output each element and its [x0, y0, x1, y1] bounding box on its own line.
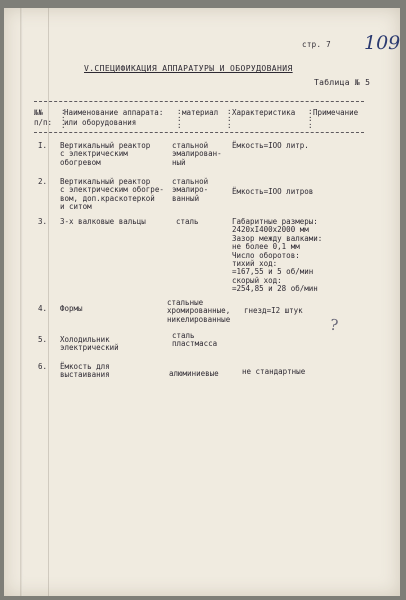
pencil-question-mark: ?	[328, 315, 340, 335]
header-material: материал	[182, 108, 219, 117]
row-material: сталь пластмасса	[172, 331, 218, 349]
header-characteristics: Характеристика	[232, 108, 296, 117]
header-separator: : : :	[61, 107, 66, 130]
row-number: 5.	[38, 335, 48, 344]
row-number: 4.	[38, 304, 48, 313]
header-name: Наименование аппарата: или оборудования	[64, 108, 164, 127]
row-characteristics: гнезд=I2 штук	[244, 306, 303, 315]
row-name: 3-х валковые вальцы	[60, 217, 146, 226]
row-number: I.	[38, 141, 48, 150]
table-label: Таблица № 5	[314, 78, 371, 87]
row-characteristics: Ёмкость=IOO литр.	[232, 141, 309, 150]
row-name: Вертикальный реактор с электрическим обогревом	[60, 141, 151, 167]
handwritten-page-number: 109	[364, 32, 400, 54]
table-header-rule	[34, 132, 364, 133]
row-characteristics: не стандартные	[242, 367, 306, 376]
row-name: Формы	[60, 304, 83, 313]
page-fold	[20, 8, 23, 596]
row-name: Вертикальный реактор с электрическим обогре- вом, доп.краскотеркой и ситом	[60, 177, 164, 212]
header-separator: : : :	[227, 107, 232, 130]
page-label: стр. 7	[302, 40, 331, 49]
table-top-rule	[34, 101, 364, 102]
row-name: Ёмкость для выстаивания	[60, 362, 110, 380]
row-number: 2.	[38, 177, 48, 186]
row-material: стальной эмалиро- ванный	[172, 177, 209, 203]
row-name: Холодильник электрический	[60, 335, 119, 353]
row-material: стальные хромированные, никелированные	[167, 298, 231, 324]
header-separator: : : :	[308, 107, 313, 130]
row-characteristics: Габаритные размеры: 2420xI400x2000 мм Зазор между валками: не более 0,1 мм Число оборотов: тихий ход: =167,55 и 5 об/мин скорый ход: =254,85 и 28 об/мин	[232, 217, 323, 294]
row-material: стальной эмалирован- ный	[172, 141, 222, 167]
document-title: V.СПЕЦИФИКАЦИЯ АППАРАТУРЫ И ОБОРУДОВАНИЯ	[84, 64, 293, 73]
header-num: №№ п/п:	[34, 108, 53, 127]
row-number: 6.	[38, 362, 48, 371]
margin-line	[48, 8, 49, 596]
row-characteristics: Ёмкость=IOO литров	[232, 187, 314, 196]
row-material: алюминиевые	[169, 369, 219, 378]
document-sheet	[4, 8, 400, 596]
row-number: 3.	[38, 217, 48, 226]
row-material: сталь	[176, 217, 199, 226]
header-note: Примечание	[313, 108, 359, 117]
header-separator: : : :	[177, 107, 182, 130]
